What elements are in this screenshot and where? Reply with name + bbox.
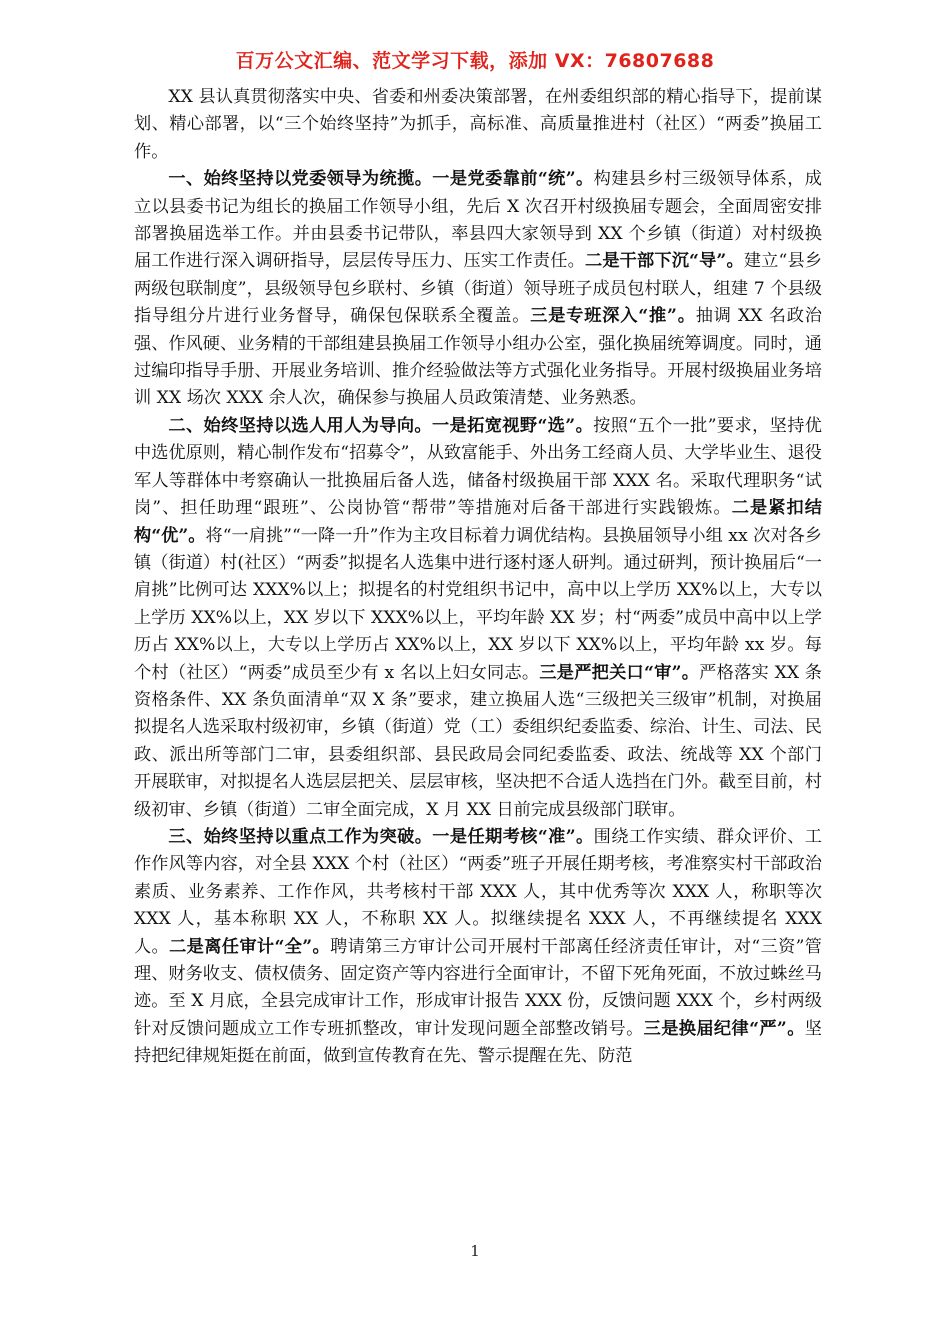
text-run: XX 县认真贯彻落实中央、省委和州委决策部署，在州委组织部的精心指导下，提前谋划、精心部署，以“三个始终坚持”为抓手，高标准、高质量推进村（社区）“两委”换届工作。 (134, 87, 822, 162)
document-body (134, 84, 822, 1071)
bold-heading-run: 三、始终坚持以重点工作为突破。一是任期考核“准”。 (168, 826, 594, 847)
text-run: 按照“五个一批”要求，坚持优中选优原则，精心制作发布“招募令”，从致富能手、外出务工经商人员、大学毕业生、退役军人等群体中考察确认一批换届后备人选，储备村级换届干部 XXX 名。采取代理职务“试岗”、担任助理“跟班”、公岗协管“帮带”等措施对后备干部进行实践锻炼。 (134, 415, 822, 519)
paragraph (134, 824, 822, 1071)
bold-heading-run: 二是离任审计“全”。 (169, 936, 331, 957)
bold-heading-run: 一、始终坚持以党委领导为统揽。一是党委靠前“统”。 (168, 169, 594, 190)
bold-heading-run: 二是干部下沉“导”。 (584, 251, 744, 272)
paragraph (134, 413, 822, 824)
text-run: 严格落实 XX 条资格条件、XX 条负面清单“双 X 条”要求，建立换届人选“三级把关三级审”机制，对换届拟提名人选采取村级初审，乡镇（街道）党（工）委组织纪委监委、综治、计生、司法、民政、派出所等部门二审，县委组织部、县民政局会同纪委监委、政法、统战等 XX 个部门开展联审，对拟提名人选层层把关、层层审核，坚决把不合适人选挡在门外。截至目前，村级初审、乡镇（街道）二审全面完成，X 月 XX 日前完成县级部门联审。 (134, 662, 822, 820)
text-run: 坚持把纪律规矩挺在前面，做到宣传教育在先、警示提醒在先、防范 (134, 1018, 822, 1067)
bold-heading-run: 二、始终坚持以选人用人为导向。一是拓宽视野“选”。 (168, 415, 594, 436)
bold-heading-run: 三是严把关口“审”。 (539, 662, 700, 683)
bold-heading-run: 二是紧扣结构“优”。 (134, 498, 822, 546)
watermark-header: 百万公文汇编、范文学习下载，添加 VX：76807688 (235, 50, 715, 72)
paragraph (134, 166, 822, 413)
text-run: 将“一肩挑”“一降一升”作为主攻目标着力调优结构。县换届领导小组 xx 次对各乡镇（街道）村(社区）“两委”拟提名人选集中进行逐村逐人研判。通过研判，预计换届后“一肩挑”比例可达 XXX%以上；拟提名的村党组织书记中，高中以上学历 XX%以上，大专以上学历 XX%以上，XX 岁以下 XXX%以上，平均年龄 XX 岁；村“两委”成员中高中以上学历占 XX%以上，大专以上学历占 XX%以上，XX 岁以下 XX%以上，平均年龄 xx 岁。每个村（社区）“两委”成员至少有 x 名以上妇女同志。 (134, 525, 822, 683)
bold-heading-run: 三是专班深入“推”。 (530, 306, 696, 327)
text-run: 抽调 XX 名政治强、作风硬、业务精的干部组建县换届工作领导小组办公室，强化换届统筹调度。同时，通过编印指导手册、开展业务培训、推介经验做法等方式强化业务指导。开展村级换届业务培训 XX 场次 XXX 余人次，确保参与换届人员政策清楚、业务熟悉。 (134, 306, 822, 409)
text-run: 围绕工作实绩、群众评价、工作作风等内容，对全县 XXX 个村（社区）“两委”班子开展任期考核，考准察实村干部政治素质、业务素养、工作作风，共考核村干部 XXX 人，其中优秀等次 XXX 人，称职等次 XXX 人，基本称职 XX 人，不称职 XX 人。拟继续提名 XXX 人，不再继续提名 XXX 人。 (134, 826, 822, 957)
paragraph (134, 84, 822, 166)
page-number: 1 (470, 1242, 480, 1260)
text-run: 构建县乡村三级领导体系，成立以县委书记为组长的换届工作领导小组，先后 X 次召开村级换届专题会，全面周密安排部署换届选举工作。并由县委书记带队，率县四大家领导到 XX 个乡镇（街道）对村级换届工作进行深入调研指导，层层传导压力、压实工作责任。 (134, 169, 822, 272)
text-run: 建立“县乡两级包联制度”，县级领导包乡联村、乡镇（街道）领导班子成员包村联人，组建 7 个县级指导组分片进行业务督导，确保包保联系全覆盖。 (134, 251, 822, 327)
bold-heading-run: 三是换届纪律“严”。 (643, 1018, 805, 1039)
text-run: 聘请第三方审计公司开展村干部离任经济责任审计，对“三资”管理、财务收支、债权债务、固定资产等内容进行全面审计，不留下死角死面，不放过蛛丝马迹。至 X 月底，全县完成审计工作，形成审计报告 XXX 份，反馈问题 XXX 个，乡村两级针对反馈问题成立工作专班抓整改，审计发现问题全部整改销号。 (134, 936, 822, 1039)
